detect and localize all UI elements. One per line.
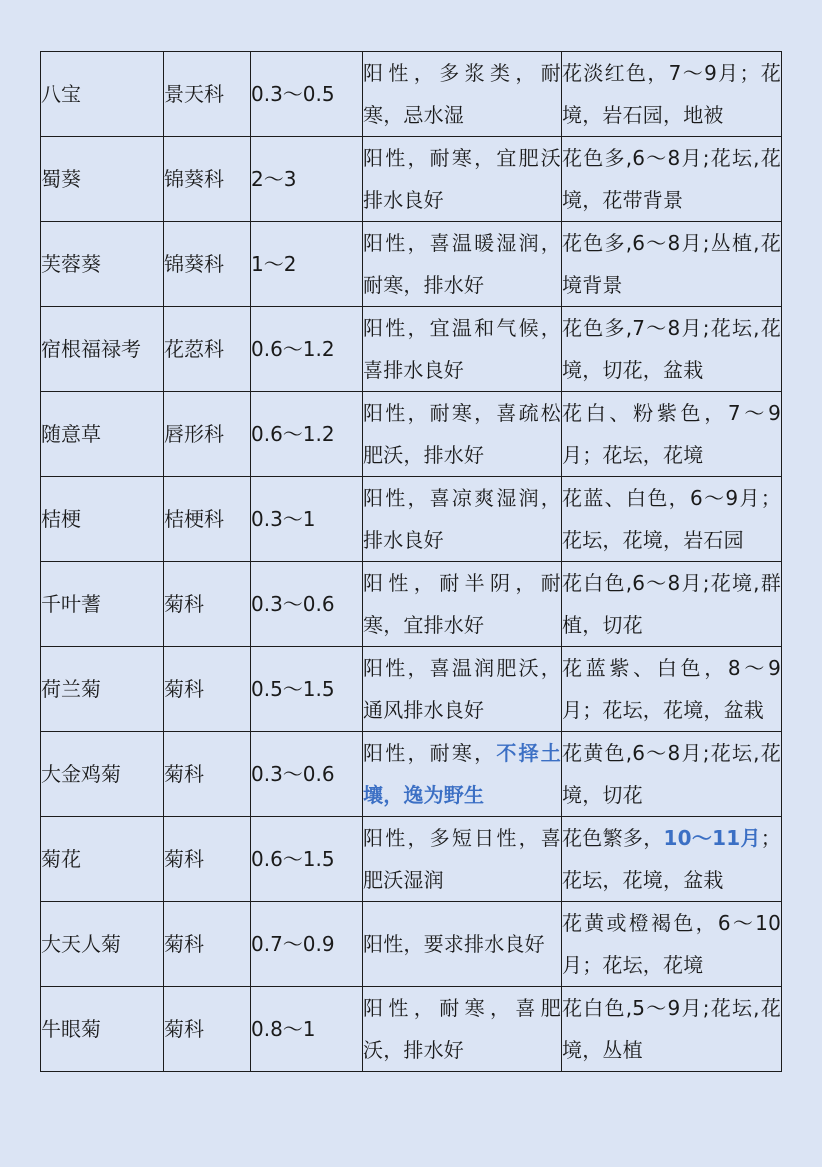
plant-habit: 阳性，耐半阴，耐寒，宜排水好 [363, 562, 562, 647]
plant-family: 菊科 [164, 817, 251, 902]
plant-use: 花淡红色，7～9月；花境，岩石园，地被 [562, 52, 782, 137]
use-plain-text: 花色繁多， [562, 826, 664, 850]
plant-height: 0.8～1 [251, 987, 363, 1072]
flower-table [40, 51, 782, 1072]
plant-use [562, 817, 782, 902]
plant-name: 大天人菊 [41, 902, 164, 987]
plant-habit: 阳性，多浆类，耐寒，忌水湿 [363, 52, 562, 137]
table-row [41, 222, 782, 307]
plant-family: 菊科 [164, 902, 251, 987]
plant-name: 芙蓉葵 [41, 222, 164, 307]
plant-use: 花黄或橙褐色，6～10月；花坛，花境 [562, 902, 782, 987]
table-row [41, 732, 782, 817]
table-row [41, 817, 782, 902]
plant-habit: 阳性，要求排水良好 [363, 902, 562, 987]
plant-habit: 阳性，耐寒，喜肥沃，排水好 [363, 987, 562, 1072]
table-row [41, 137, 782, 222]
table-row [41, 987, 782, 1072]
table-row [41, 902, 782, 987]
table-row [41, 647, 782, 732]
plant-family: 唇形科 [164, 392, 251, 477]
plant-family: 锦葵科 [164, 137, 251, 222]
table-row [41, 52, 782, 137]
plant-family: 菊科 [164, 732, 251, 817]
plant-name: 荷兰菊 [41, 647, 164, 732]
plant-family: 菊科 [164, 987, 251, 1072]
plant-height: 0.3～0.6 [251, 562, 363, 647]
plant-height: 1～2 [251, 222, 363, 307]
plant-use: 花色多,6～8月;丛植,花境背景 [562, 222, 782, 307]
plant-habit: 阳性，宜温和气候，喜排水良好 [363, 307, 562, 392]
plant-name: 随意草 [41, 392, 164, 477]
habit-highlight-text: 不择土壤，逸为野生 [363, 741, 561, 807]
plant-family: 花荵科 [164, 307, 251, 392]
plant-family: 锦葵科 [164, 222, 251, 307]
table-row [41, 392, 782, 477]
plant-height: 0.5～1.5 [251, 647, 363, 732]
plant-use: 花蓝、白色，6～9月；花坛，花境，岩石园 [562, 477, 782, 562]
plant-name: 大金鸡菊 [41, 732, 164, 817]
plant-habit: 阳性，耐寒，宜肥沃排水良好 [363, 137, 562, 222]
plant-name: 蜀葵 [41, 137, 164, 222]
plant-use: 花色多,6～8月;花坛,花境，花带背景 [562, 137, 782, 222]
plant-family: 景天科 [164, 52, 251, 137]
table-row [41, 562, 782, 647]
plant-name: 牛眼菊 [41, 987, 164, 1072]
habit-plain-text: 阳性，耐寒， [363, 741, 497, 765]
plant-use: 花白、粉紫色，7～9月；花坛，花境 [562, 392, 782, 477]
plant-name: 桔梗 [41, 477, 164, 562]
plant-name: 千叶蓍 [41, 562, 164, 647]
plant-habit: 阳性，喜温暖湿润，耐寒，排水好 [363, 222, 562, 307]
plant-use: 花白色,6～8月;花境,群植，切花 [562, 562, 782, 647]
plant-use: 花蓝紫、白色，8～9月；花坛，花境，盆栽 [562, 647, 782, 732]
plant-name: 宿根福禄考 [41, 307, 164, 392]
plant-habit [363, 732, 562, 817]
plant-height: 0.3～1 [251, 477, 363, 562]
plant-habit: 阳性，喜温润肥沃，通风排水良好 [363, 647, 562, 732]
plant-habit: 阳性，喜凉爽湿润，排水良好 [363, 477, 562, 562]
table-row [41, 307, 782, 392]
use-highlight-text: 10～11月 [663, 826, 761, 850]
table-row [41, 477, 782, 562]
use-rest-text: ；花坛，花境，盆栽 [562, 826, 781, 892]
plant-height: 2～3 [251, 137, 363, 222]
plant-use: 花色多,7～8月;花坛,花境，切花，盆栽 [562, 307, 782, 392]
plant-height: 0.6～1.2 [251, 392, 363, 477]
plant-family: 菊科 [164, 647, 251, 732]
plant-habit: 阳性，多短日性，喜肥沃湿润 [363, 817, 562, 902]
plant-habit: 阳性，耐寒，喜疏松肥沃，排水好 [363, 392, 562, 477]
plant-use: 花白色,5～9月;花坛,花境，丛植 [562, 987, 782, 1072]
plant-use: 花黄色,6～8月;花坛,花境，切花 [562, 732, 782, 817]
plant-height: 0.3～0.6 [251, 732, 363, 817]
plant-height: 0.3～0.5 [251, 52, 363, 137]
plant-height: 0.7～0.9 [251, 902, 363, 987]
plant-height: 0.6～1.2 [251, 307, 363, 392]
plant-height: 0.6～1.5 [251, 817, 363, 902]
plant-name: 八宝 [41, 52, 164, 137]
plant-family: 桔梗科 [164, 477, 251, 562]
plant-family: 菊科 [164, 562, 251, 647]
plant-name: 菊花 [41, 817, 164, 902]
